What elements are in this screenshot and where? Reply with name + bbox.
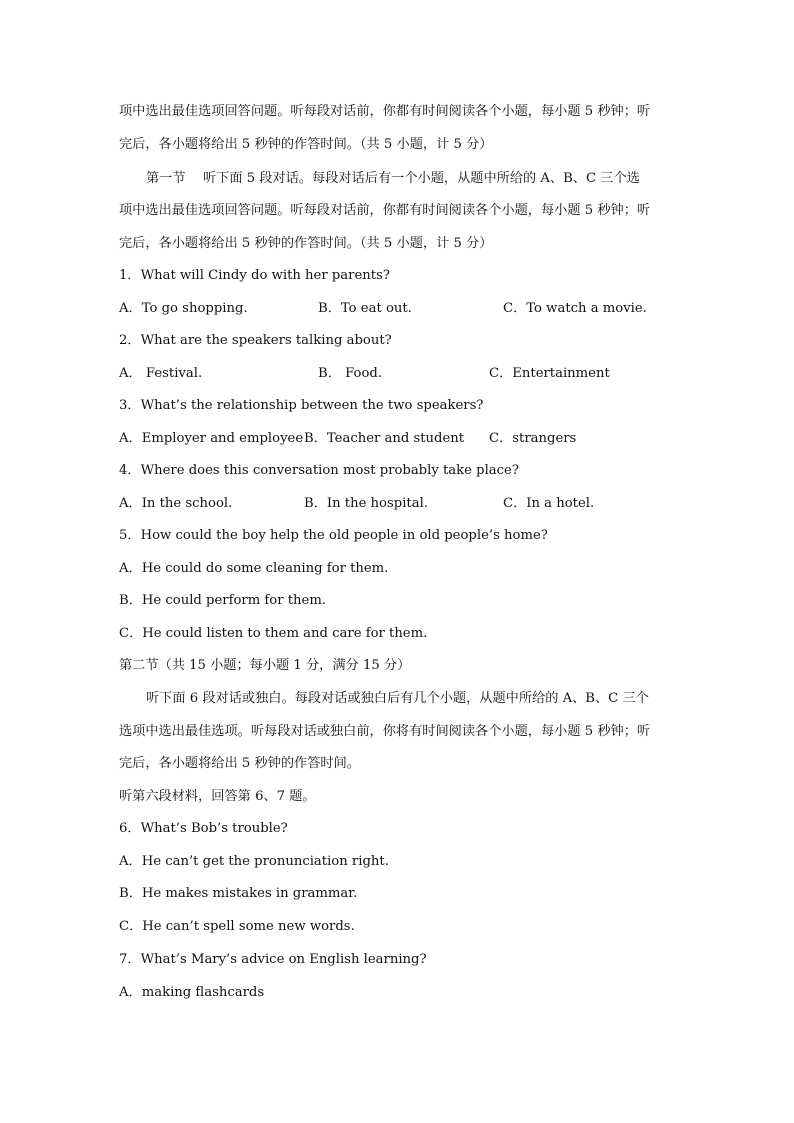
question-2-option-a: A． Festival. [119, 366, 203, 381]
question-5-option-c: C．He could listen to them and care for them. [119, 626, 428, 641]
question-3-option-a: A．Employer and employee [119, 431, 304, 446]
question-4-option-a: A．In the school. [119, 496, 233, 511]
material-note: 听第六段材料，回答第 6、7 题。 [119, 789, 316, 804]
section1-line-3: 完后，各小题将给出 5 秒钟的作答时间。（共 5 小题，计 5 分） [119, 236, 493, 251]
question-5-option-a: A．He could do some cleaning for them. [119, 561, 389, 576]
question-3-option-c: C．strangers [489, 431, 577, 446]
question-1-stem: 1．What will Cindy do with her parents? [119, 268, 390, 283]
question-5-stem: 5．How could the boy help the old people in old people’s home? [119, 528, 548, 543]
question-6-option-a: A．He can’t get the pronunciation right. [119, 854, 389, 869]
question-4-option-c: C．In a hotel. [503, 496, 595, 511]
question-4-option-b: B．In the hospital. [304, 496, 428, 511]
question-7-option-a: A．making flashcards [119, 985, 265, 1000]
section1-line-1: 第一节 听下面 5 段对话。每段对话后有一个小题，从题中所给的 A、B、C 三个选 [146, 171, 640, 186]
question-4-stem: 4．Where does this conversation most probably take place? [119, 463, 519, 478]
section2-line-1: 听下面 6 段对话或独白。每段对话或独白后有几个小题，从题中所给的 A、B、C 三个 [146, 691, 649, 706]
question-1-option-c: C．To watch a movie. [503, 301, 647, 316]
question-6-stem: 6．What’s Bob’s trouble? [119, 821, 288, 836]
question-3-stem: 3．What’s the relationship between the two speakers? [119, 398, 484, 413]
question-2-stem: 2．What are the speakers talking about? [119, 333, 392, 348]
section2-line-3: 完后，各小题将给出 5 秒钟的作答时间。 [119, 756, 360, 771]
question-1-option-a: A．To go shopping. [119, 301, 248, 316]
question-3-option-b: B．Teacher and student [304, 431, 465, 446]
question-6-option-b: B．He makes mistakes in grammar. [119, 886, 358, 901]
question-2-option-b: B． Food. [318, 366, 383, 381]
intro-line-1: 项中选出最佳选项回答问题。听每段对话前，你都有时间阅读各个小题，每小题 5 秒钟；听 [119, 104, 651, 119]
intro-line-2: 完后，各小题将给出 5 秒钟的作答时间。（共 5 小题，计 5 分） [119, 137, 493, 152]
section2-line-2: 选项中选出最佳选项。听每段对话或独白前，你将有时间阅读各个小题，每小题 5 秒钟；听 [119, 724, 651, 739]
section1-line-2: 项中选出最佳选项回答问题。听每段对话前，你都有时间阅读各个小题，每小题 5 秒钟；听 [119, 203, 651, 218]
section2-heading: 第二节（共 15 小题；每小题 1 分，满分 15 分） [119, 658, 411, 673]
question-2-option-c: C．Entertainment [489, 366, 610, 381]
question-6-option-c: C．He can’t spell some new words. [119, 919, 355, 934]
question-5-option-b: B．He could perform for them. [119, 593, 327, 608]
question-7-stem: 7．What’s Mary’s advice on English learning? [119, 952, 427, 967]
question-1-option-b: B．To eat out. [318, 301, 412, 316]
